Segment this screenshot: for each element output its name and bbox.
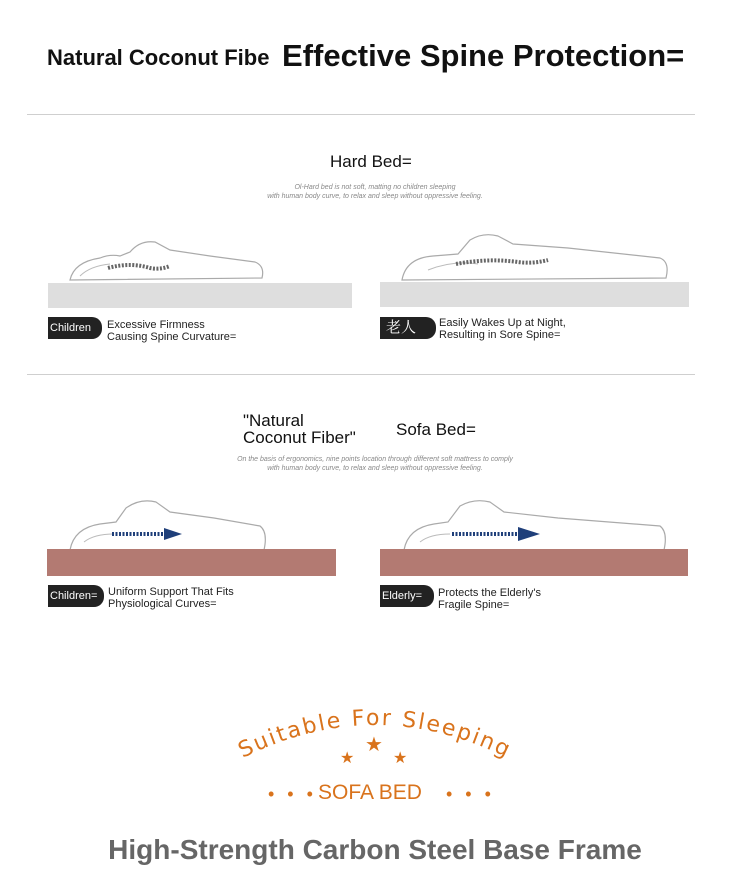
- natural-coconut-title-line2: Coconut Fiber": [243, 428, 356, 447]
- header-right-title: Effective Spine Protection=: [282, 38, 685, 73]
- sofa-bed-slab-right: [380, 549, 688, 576]
- star-icon-left: ★: [340, 750, 355, 767]
- hard-bed-slab-right: [380, 282, 689, 307]
- divider-middle: [27, 374, 695, 375]
- badge-children-hard: Children: [48, 317, 102, 339]
- sofa-left-desc: [108, 586, 234, 610]
- hard-left-desc-line2: Causing Spine Curvature=: [107, 331, 237, 343]
- badge-elderly-sofa: Elderly=: [380, 585, 434, 607]
- hard-bed-slab-left: [48, 283, 352, 308]
- hard-bed-title: Hard Bed=: [330, 152, 412, 171]
- badge-children-sofa: Children=: [48, 585, 104, 607]
- sofa-bed-label: SOFA BED: [318, 781, 422, 804]
- hard-bed-elderly-figure: [398, 230, 673, 284]
- sofa-bed-slab-left: [47, 549, 336, 576]
- sofa-bed-subtitle-line2: with human body curve, to relax and sleep without oppressive feeling.: [267, 465, 483, 472]
- star-icon-right: ★: [393, 750, 408, 767]
- sofa-bed-subtitle-line1: On the basis of ergonomics, nine points location through different soft mattress to comply: [237, 456, 513, 463]
- dots-left: • • •: [268, 784, 317, 804]
- sofa-right-desc: [438, 587, 541, 611]
- hard-bed-subtitle: [200, 183, 550, 201]
- sofa-right-desc-line2: Fragile Spine=: [438, 599, 510, 611]
- natural-coconut-title: [243, 412, 356, 446]
- sofa-bed-child-figure: [64, 498, 269, 552]
- sofa-bed-subtitle: [180, 455, 570, 473]
- header-left-title: Natural Coconut Fibe: [47, 45, 270, 70]
- divider-top: [27, 114, 695, 115]
- sofa-right-desc-line1: Protects the Elderly's: [438, 587, 541, 599]
- sofa-bed-elderly-figure: [398, 498, 670, 552]
- hard-right-desc-line1: Easily Wakes Up at Night,: [439, 317, 566, 329]
- hard-left-desc-line1: Excessive Firmness: [107, 319, 205, 331]
- hard-bed-subtitle-line2: with human body curve, to relax and sleep without oppressive feeling.: [267, 193, 483, 200]
- sofa-left-desc-line2: Physiological Curves=: [108, 598, 217, 610]
- hard-bed-child-figure: [60, 232, 270, 284]
- hard-right-desc-line2: Resulting in Sore Spine=: [439, 329, 561, 341]
- hard-right-desc: [439, 317, 566, 341]
- badge-elderly-hard: 老人: [380, 317, 436, 339]
- footer-heading: High-Strength Carbon Steel Base Frame: [108, 834, 642, 865]
- emblem-arc-text: Suitable For Sleeping: [234, 705, 516, 764]
- dots-right: • • •: [446, 784, 495, 804]
- hard-left-desc: [107, 319, 236, 343]
- hard-bed-subtitle-line1: Ol-Hard bed is not soft, matting no children sleeping: [294, 184, 456, 191]
- natural-coconut-title-line1: "Natural: [243, 411, 304, 430]
- sofa-left-desc-line1: Uniform Support That Fits: [108, 586, 234, 598]
- sofa-bed-title: Sofa Bed=: [396, 420, 476, 439]
- star-icon-center: ★: [365, 734, 383, 756]
